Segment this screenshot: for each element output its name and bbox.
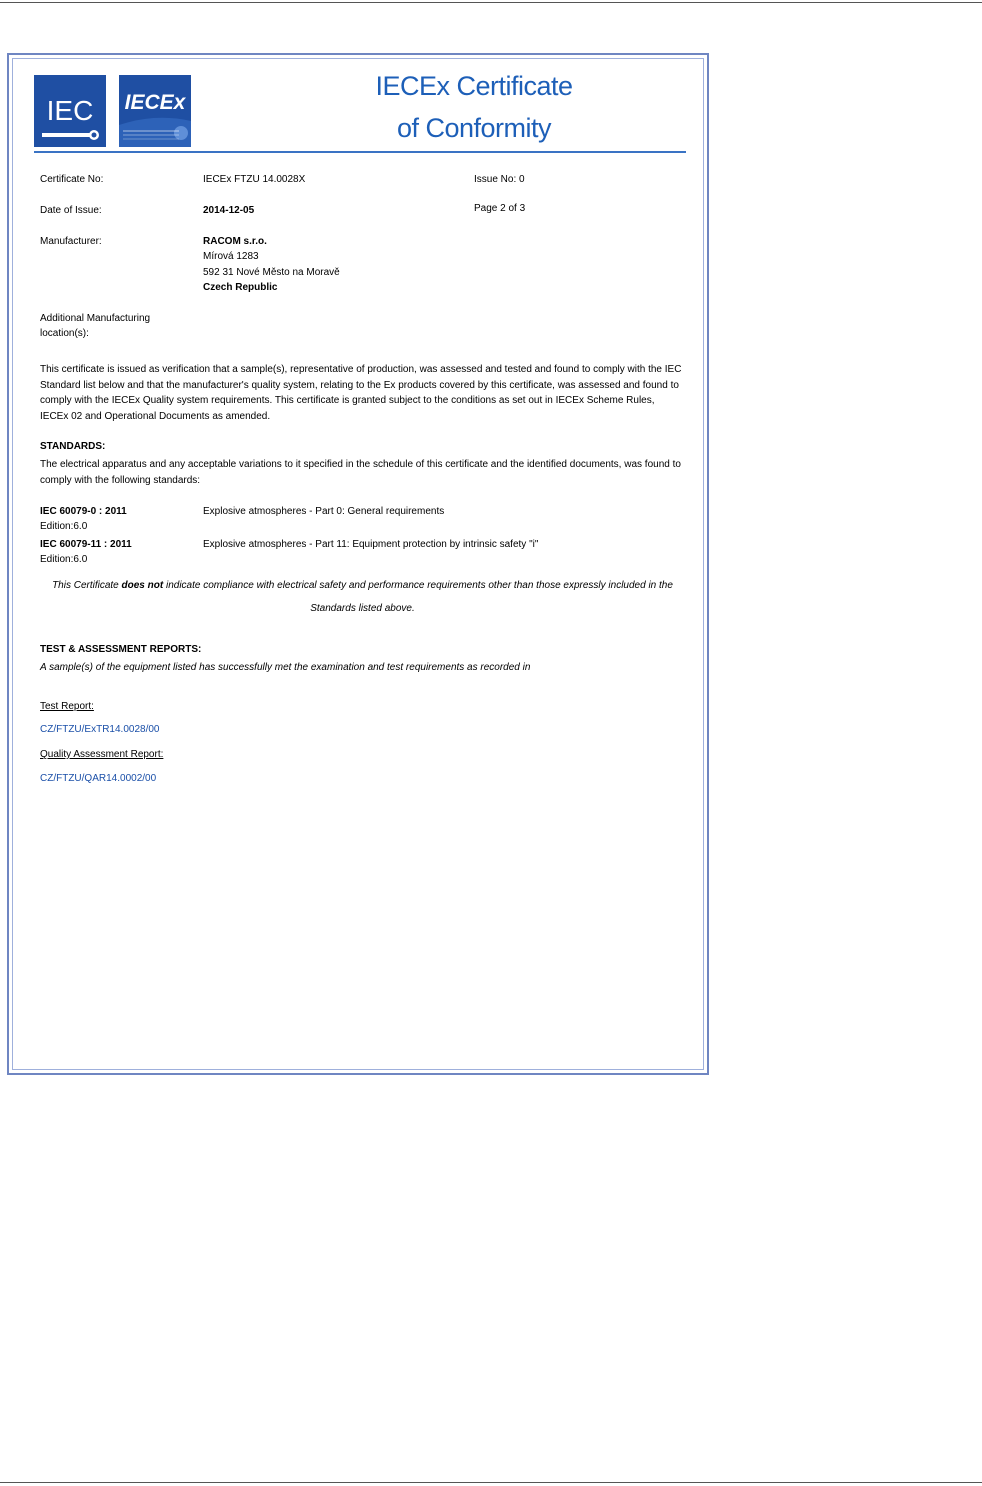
standard-title: Explosive atmospheres - Part 11: Equipment protection by intrinsic safety "i" [203, 539, 539, 550]
manufacturer-name: RACOM s.r.o. [203, 236, 267, 247]
manufacturer-street: Mírová 1283 [203, 251, 259, 262]
standard-code: IEC 60079-0 : 2011 [40, 506, 127, 517]
certificate-statement: This certificate is issued as verification that a sample(s), representative of production, was assessed and tested and found to comply with the IEC Standard list below and that the manufacturer's quality system, relating to the Ex products covered by this certificate, was assessed and found to comply with the IECEx Quality system requirements. This certificate is granted subject to the conditions as set out in IECEx Scheme Rules, IECEx 02 and Operational Documents as amended. [40, 364, 682, 422]
test-report-label: Test Report: [40, 701, 94, 712]
quality-report-link[interactable]: CZ/FTZU/QAR14.0002/00 [40, 773, 157, 784]
disclaimer-post: indicate compliance with electrical safety and performance requirements other than those expressly included in the [163, 580, 673, 591]
cert-no-label: Certificate No: [40, 174, 104, 185]
manufacturer-city: 592 31 Nové Město na Moravě [203, 267, 340, 278]
date-value: 2014-12-05 [203, 205, 255, 216]
standards-heading: STANDARDS: [40, 441, 106, 452]
standard-edition: Edition:6.0 [40, 521, 88, 532]
manufacturer-label: Manufacturer: [40, 236, 102, 247]
page-bottom-rule [0, 1482, 982, 1483]
additional-locations-label-line2: location(s): [40, 328, 89, 339]
iec-logo-graphic [34, 75, 106, 147]
certificate-title-line2: of Conformity [396, 113, 552, 143]
standard-edition: Edition:6.0 [40, 554, 88, 565]
certificate-title-line1: IECEx Certificate [375, 71, 573, 101]
page-top-rule [0, 2, 982, 3]
manufacturer-country: Czech Republic [203, 282, 278, 293]
iecex-logo-graphic [119, 75, 191, 147]
issue-no: Issue No: 0 [474, 174, 525, 185]
reports-heading: TEST & ASSESSMENT REPORTS: [40, 644, 202, 655]
iec-logo [34, 75, 106, 147]
standards-intro: The electrical apparatus and any acceptable variations to it specified in the schedule of this certificate and the identified documents, was found to comply with the following standards: [40, 459, 681, 486]
date-label: Date of Issue: [40, 205, 102, 216]
disclaimer-emphasis: does not [121, 580, 164, 591]
reports-intro: A sample(s) of the equipment listed has successfully met the examination and test requirements as recorded in [40, 662, 531, 673]
disclaimer-pre: This Certificate [52, 580, 122, 591]
test-report-link[interactable]: CZ/FTZU/ExTR14.0028/00 [40, 724, 160, 735]
cert-no-value: IECEx FTZU 14.0028X [203, 174, 306, 185]
certificate-page [7, 53, 709, 1075]
standard-code: IEC 60079-11 : 2011 [40, 539, 132, 550]
title-rule [34, 151, 686, 153]
certificate-inner-border [12, 58, 704, 1070]
iec-logo-text: IEC [46, 95, 94, 126]
disclaimer-line1 [40, 578, 685, 594]
disclaimer-line2: Standards listed above. [310, 603, 415, 614]
iecex-logo [119, 75, 191, 147]
standard-title: Explosive atmospheres - Part 0: General requirements [203, 506, 445, 517]
quality-report-label: Quality Assessment Report: [40, 749, 164, 760]
page-number: Page 2 of 3 [474, 203, 526, 214]
additional-locations-label-line1: Additional Manufacturing [40, 313, 151, 324]
iecex-logo-text: IECEx [124, 91, 186, 114]
